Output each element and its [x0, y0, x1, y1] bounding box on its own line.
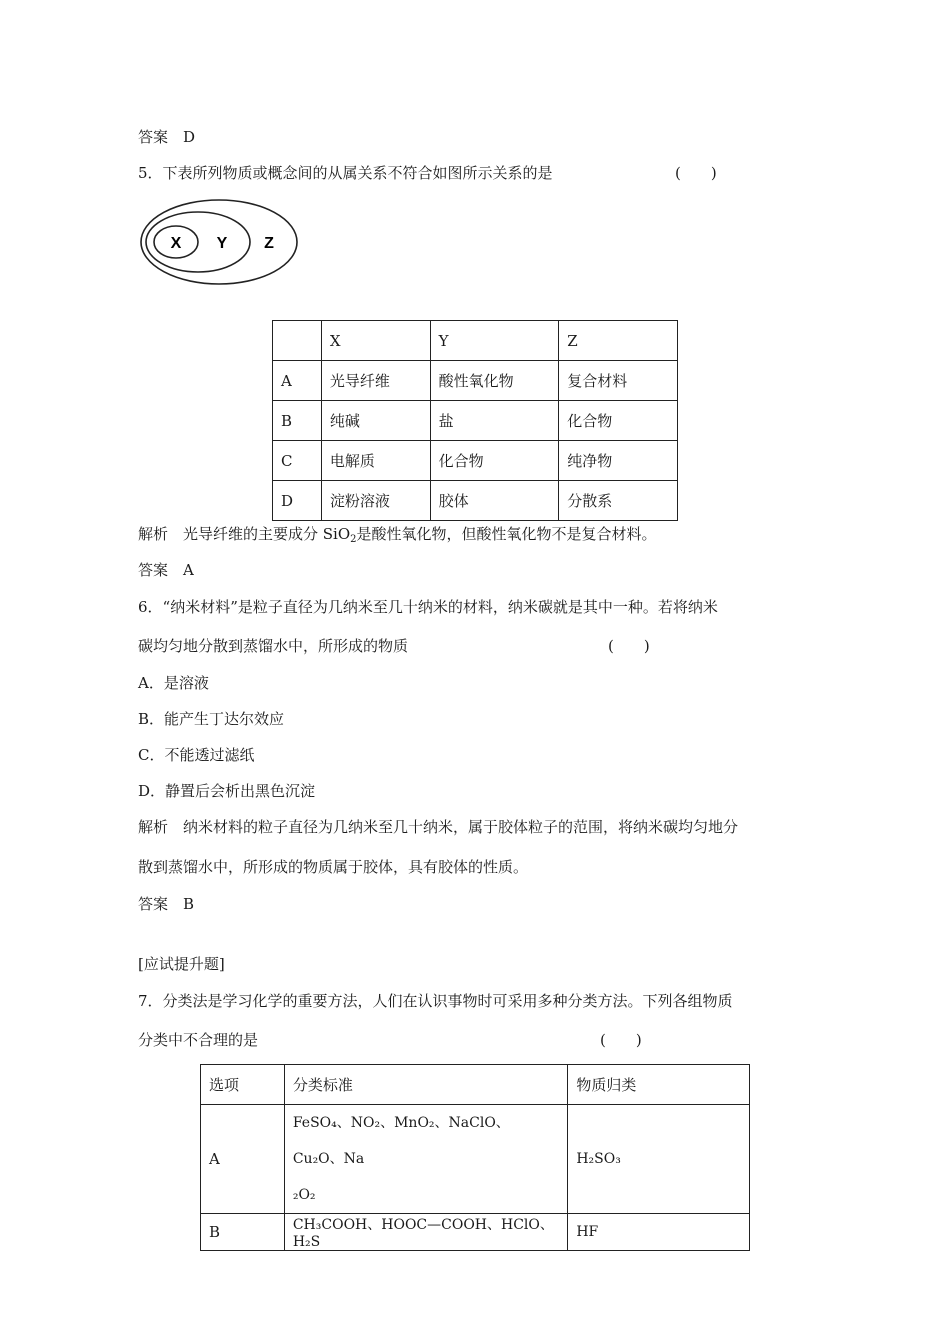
q6-option-c: C．不能透过滤纸	[138, 746, 255, 764]
q5-answer: 答案 A	[138, 561, 194, 579]
q6-stem-line1: 6．“纳米材料”是粒子直径为几纳米至几十纳米的材料，纳米碳就是其中一种。若将纳米	[138, 598, 718, 616]
cell-line: ₂O₂	[292, 1187, 316, 1203]
table-header-row	[201, 1065, 750, 1105]
header-cell: Z	[559, 321, 678, 361]
header-cell: Y	[430, 321, 559, 361]
table-cell: 纯净物	[559, 441, 678, 481]
table-cell: B	[273, 401, 322, 441]
table-header-row	[273, 321, 678, 361]
table-row	[201, 1105, 750, 1214]
table-cell: C	[273, 441, 322, 481]
table-cell: HF	[568, 1214, 750, 1251]
q6-paren: ( )	[608, 637, 650, 655]
diagram-label-y: Y	[216, 235, 228, 252]
q4-answer: 答案 D	[138, 128, 196, 146]
header-cell: 选项	[201, 1065, 285, 1105]
table-cell: CH₃COOH、HOOC—COOH、HClO、H₂S	[284, 1214, 567, 1251]
q6-option-d: D．静置后会析出黑色沉淀	[138, 782, 316, 800]
q6-analysis-line2: 散到蒸馏水中，所形成的物质属于胶体，具有胶体的性质。	[138, 858, 529, 876]
table-row	[273, 481, 678, 521]
header-cell: X	[321, 321, 430, 361]
q6-analysis-line1: 解析 纳米材料的粒子直径为几纳米至几十纳米，属于胶体粒子的范围，将纳米碳均匀地分	[138, 818, 739, 836]
diagram-label-z: Z	[264, 235, 274, 252]
table-cell: A	[201, 1105, 285, 1214]
q7-paren: ( )	[600, 1031, 642, 1049]
q7-table	[200, 1064, 750, 1251]
table-cell: 纯碱	[321, 401, 430, 441]
table-cell: D	[273, 481, 322, 521]
table-cell: 盐	[430, 401, 559, 441]
q6-answer: 答案 B	[138, 895, 195, 913]
table-cell: 复合材料	[559, 361, 678, 401]
table-cell	[284, 1105, 567, 1214]
table-cell: 分散系	[559, 481, 678, 521]
table-cell: 化合物	[559, 401, 678, 441]
section-heading: [应试提升题]	[138, 955, 225, 973]
table-cell: 胶体	[430, 481, 559, 521]
table-cell: H₂SO₃	[568, 1105, 750, 1214]
table-cell: 化合物	[430, 441, 559, 481]
header-cell	[273, 321, 322, 361]
q7-stem-line2: 分类中不合理的是	[138, 1031, 259, 1049]
table-row	[201, 1214, 750, 1251]
table-cell: 淀粉溶液	[321, 481, 430, 521]
header-cell: 分类标准	[284, 1065, 567, 1105]
q5-stem: 5．下表所列物质或概念间的从属关系不符合如图所示关系的是	[138, 164, 553, 182]
table-cell: 光导纤维	[321, 361, 430, 401]
cell-line: FeSO₄、NO₂、MnO₂、NaClO、Cu₂O、Na	[292, 1115, 510, 1167]
table-row	[273, 361, 678, 401]
header-cell: 物质归类	[568, 1065, 750, 1105]
table-cell: 酸性氧化物	[430, 361, 559, 401]
table-row	[273, 441, 678, 481]
q7-stem-line1: 7．分类法是学习化学的重要方法，人们在认识事物时可采用多种分类方法。下列各组物质	[138, 992, 733, 1010]
diagram-label-x: X	[170, 235, 182, 252]
q5-table	[272, 320, 678, 521]
table-cell: A	[273, 361, 322, 401]
q5-paren: ( )	[675, 164, 717, 182]
table-cell: 电解质	[321, 441, 430, 481]
table-cell: B	[201, 1214, 285, 1251]
nested-ellipse-diagram	[138, 196, 300, 288]
q6-stem-line2: 碳均匀地分散到蒸馏水中，所形成的物质	[138, 637, 409, 655]
table-row	[273, 401, 678, 441]
q6-option-a: A．是溶液	[138, 674, 209, 692]
q6-option-b: B．能产生丁达尔效应	[138, 710, 285, 728]
q5-analysis: 解析 光导纤维的主要成分 SiO$_2$是酸性氧化物，但酸性氧化物不是复合材料。	[138, 525, 657, 545]
